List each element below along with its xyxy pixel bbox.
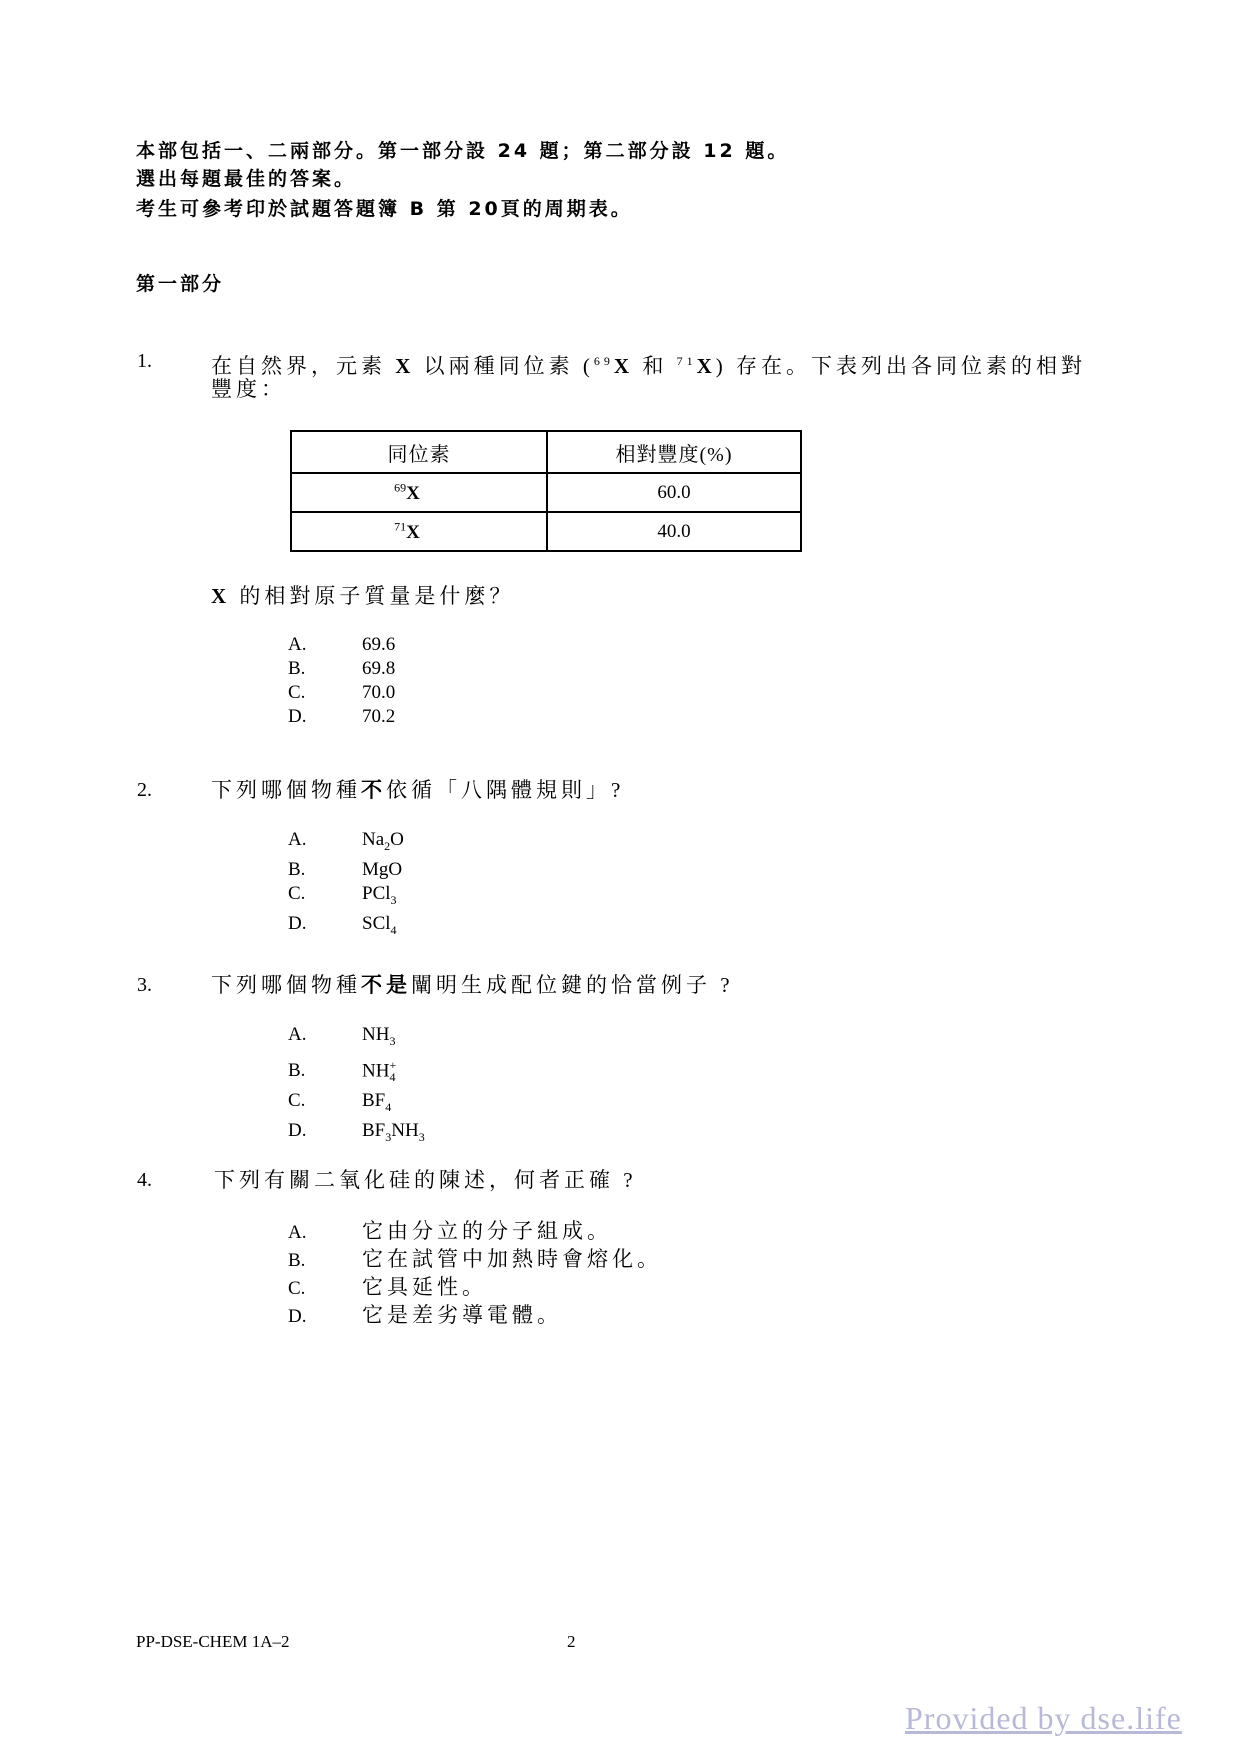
table-header-abundance: 相對豐度(%) (547, 431, 801, 473)
table-header-row (291, 431, 801, 473)
option-d[interactable]: D. $BF_3NH_3$ (288, 1119, 425, 1144)
isotope-table (290, 430, 802, 552)
option-d[interactable]: D. 70.2 (288, 706, 396, 727)
option-a[interactable]: A. 它由分立的分子組成。 (288, 1219, 612, 1243)
table-row (291, 473, 801, 512)
option-a[interactable]: A. $NH_3$ (288, 1024, 396, 1048)
abundance-cell: 60.0 (547, 473, 801, 512)
question-3-text: 下列哪個物種不是闡明生成配位鍵的恰當例子 ? (211, 973, 734, 997)
option-b[interactable]: B. 它在試管中加熱時會熔化。 (288, 1247, 662, 1271)
table-header-isotope: 同位素 (291, 431, 547, 473)
question-4-number: 4. (137, 1169, 152, 1191)
option-b[interactable]: B. MgO (288, 858, 403, 880)
footer-paper-code: PP-DSE-CHEM 1A–2 (136, 1632, 290, 1651)
option-b[interactable]: B. 69.8 (288, 658, 396, 679)
isotope-cell: $^{69}$X (291, 473, 547, 512)
option-a[interactable]: A. 69.6 (288, 634, 396, 655)
question-1-number: 1. (137, 350, 152, 372)
question-2-text: 下列哪個物種不依循「八隅體規則」? (211, 778, 625, 802)
section-title: 第一部分 (136, 273, 225, 295)
question-1-options (288, 633, 395, 729)
option-c[interactable]: C. $BF_4$ (288, 1089, 392, 1114)
option-d[interactable]: D. SCl$_4$ (288, 912, 397, 937)
question-4-options (288, 1218, 662, 1330)
table-row (291, 512, 801, 551)
option-c[interactable]: C. 70.0 (288, 682, 396, 703)
instruction-line-3: 考生可參考印於試題答題簿 B 第 20頁的周期表。 (136, 198, 633, 220)
question-2-options (288, 828, 404, 941)
question-2-number: 2. (137, 779, 152, 801)
isotope-cell: $^{71}$X (291, 512, 547, 551)
abundance-cell: 40.0 (547, 512, 801, 551)
question-4-text: 下列有關二氧化硅的陳述，何者正確 ? (214, 1168, 637, 1192)
question-3-number: 3. (137, 974, 152, 996)
question-3-options (288, 1023, 425, 1149)
option-d[interactable]: D. 它是差劣導電體。 (288, 1303, 562, 1327)
question-1-ask: X 的相對原子質量是什麼？ (211, 584, 515, 608)
option-c[interactable]: C. PCl$_3$ (288, 882, 397, 907)
footer-page-number: 2 (567, 1632, 576, 1651)
watermark-link[interactable]: Provided by dse.life (905, 1700, 1182, 1736)
question-1-text: 在自然界，元素 X 以兩種同位素 ($^{69}$X 和 $^{71}$X) 存在。下表列出各同位素的相對 (211, 354, 1087, 378)
option-c[interactable]: C. 它具延性。 (288, 1275, 487, 1299)
instruction-line-2: 選出每題最佳的答案。 (136, 168, 357, 190)
option-b[interactable]: B. $NH_4^+$ (288, 1057, 397, 1084)
question-1-text-line-2: 豐度： (211, 377, 286, 401)
option-a[interactable]: A. $Na_2O$ (288, 829, 404, 853)
instruction-line-1: 本部包括一、二兩部分。第一部分設 24 題；第二部分設 12 題。 (136, 140, 790, 162)
